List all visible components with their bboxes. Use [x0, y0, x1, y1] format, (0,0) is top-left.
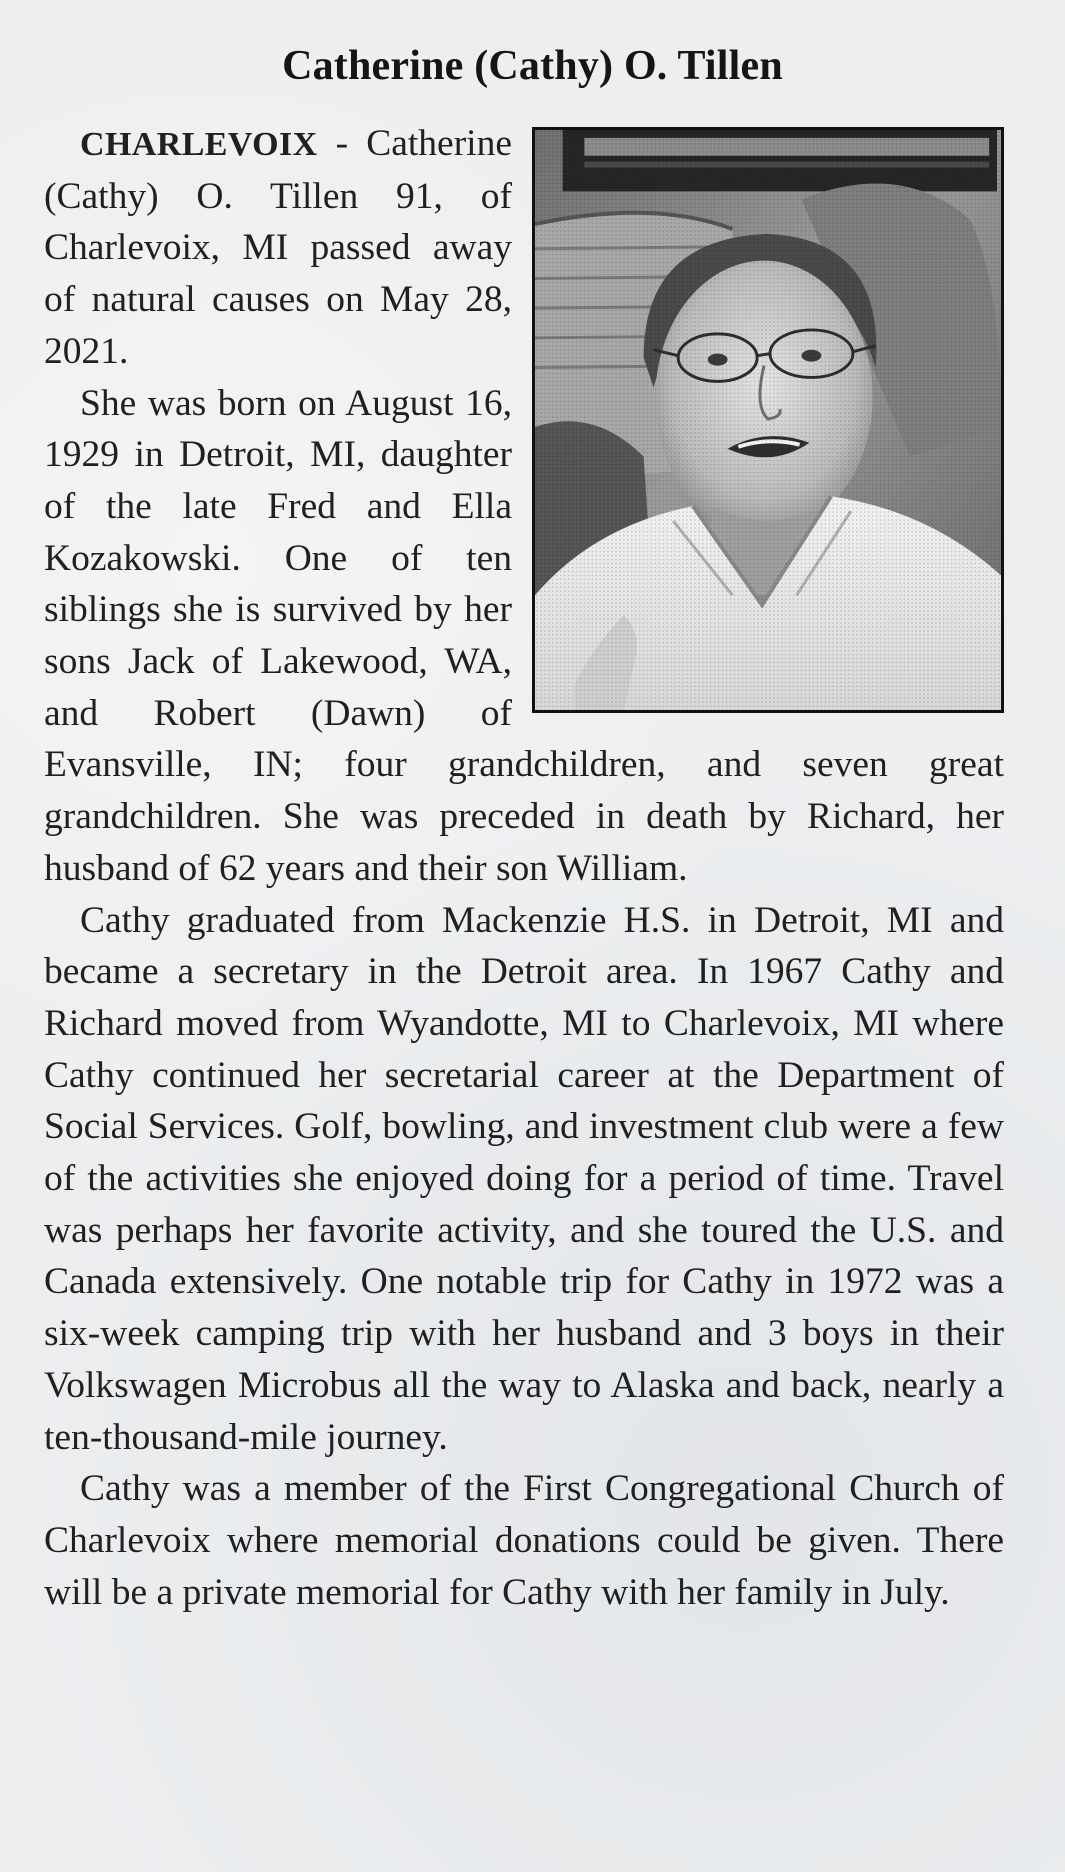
obituary-title: Catherine (Cathy) O. Tillen [282, 43, 783, 89]
paragraph-3: Cathy graduated from Mackenzie H.S. in Detroit, MI and became a secretary in the Detroit area. In 1967 Cathy and Richard moved from Wyandotte, MI to Charlevoix, MI where Cathy continued her secretarial career at the Department of Social Services. Golf, bowling, and investment club were a few of the activities she enjoyed doing for a period of time. Travel was perhaps her favorite activity, and she toured the U.S. and Canada extensively. One notable trip for Cathy in 1972 was a six-week camping trip with her husband and 3 boys in their Volkswagen Microbus all the way to Alaska and back, nearly a ten-thousand-mile journey. [44, 899, 1004, 1458]
dateline: CHARLEVOIX [80, 126, 318, 163]
paragraph-2: She was born on August 16, 1929 in Detroit, MI, daughter of the late Fred and Ella Kozakowski. One of ten siblings she is survived by her sons Jack of Lakewood, WA, and Robert (Dawn) of Evansville, IN; four grandchildren, and seven great grandchildren. She was preceded in death by Richard, her husband of 62 years and their son William. [44, 382, 1004, 889]
paragraph-1-text: - Catherine (Cathy) O. Tillen 91, of Charlevoix, MI passed away of natural causes on May 28, 2021. [44, 123, 512, 372]
portrait-image [535, 130, 1001, 710]
portrait-photo [532, 127, 1004, 713]
paragraph-4: Cathy was a member of the First Congregational Church of Charlevoix where memorial donations could be given. There will be a private memorial for Cathy with her family in July. [44, 1468, 1004, 1613]
obituary-body [44, 118, 1004, 1618]
